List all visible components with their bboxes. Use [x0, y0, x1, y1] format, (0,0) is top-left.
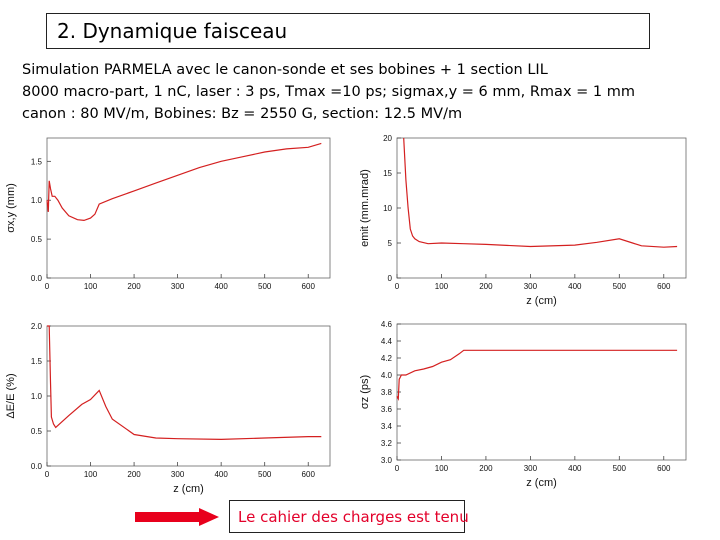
series-line	[47, 143, 321, 220]
description-line-3: canon : 80 MV/m, Bobines: Bz = 2550 G, section: 12.5 MV/m	[22, 106, 463, 122]
x-tick-label: 200	[127, 470, 141, 479]
plot-frame	[397, 138, 686, 278]
x-tick-label: 600	[657, 282, 671, 291]
x-tick-label: 600	[657, 464, 671, 473]
series-line	[397, 350, 677, 399]
y-tick-label: 15	[383, 169, 392, 178]
slide-title: 2. Dynamique faisceau	[57, 19, 288, 43]
y-tick-label: 5	[387, 239, 392, 248]
y-tick-label: 4.4	[380, 337, 392, 346]
y-tick-label: 0.0	[30, 274, 42, 283]
x-tick-label: 400	[568, 282, 582, 291]
plot-frame	[47, 138, 330, 278]
x-axis-label: z (cm)	[526, 295, 557, 307]
y-tick-label: 4.2	[380, 354, 392, 363]
x-tick-label: 600	[301, 282, 315, 291]
x-tick-label: 400	[214, 282, 228, 291]
description-line-1: Simulation PARMELA avec le canon-sonde et ses bobines + 1 section LIL	[22, 62, 548, 78]
y-tick-label: 4.6	[380, 320, 392, 329]
y-tick-label: 0.5	[30, 427, 42, 436]
y-axis-label: σz (ps)	[359, 374, 371, 410]
x-tick-label: 300	[170, 282, 185, 291]
x-tick-label: 100	[83, 282, 98, 291]
y-tick-label: 10	[383, 204, 392, 213]
y-tick-label: 3.0	[380, 456, 392, 465]
x-axis-label: z (cm)	[526, 477, 557, 489]
y-tick-label: 20	[383, 134, 392, 143]
x-tick-label: 200	[479, 464, 493, 473]
x-tick-label: 200	[479, 282, 493, 291]
conclusion-box	[229, 500, 469, 533]
plot-frame	[47, 326, 330, 466]
x-tick-label: 0	[44, 282, 50, 291]
y-tick-label: 0.0	[30, 462, 42, 471]
y-axis-label: emit (mm.mrad)	[359, 169, 371, 247]
chart-4	[359, 320, 686, 489]
y-axis-label: σx,y (mm)	[5, 183, 17, 233]
x-tick-label: 100	[83, 470, 98, 479]
x-tick-label: 300	[523, 464, 538, 473]
series-line	[404, 138, 677, 247]
y-tick-label: 1.0	[30, 392, 42, 401]
y-tick-label: 3.2	[380, 439, 392, 448]
x-tick-label: 200	[127, 282, 141, 291]
x-tick-label: 0	[394, 282, 400, 291]
x-tick-label: 500	[258, 470, 272, 479]
y-tick-label: 3.8	[380, 388, 392, 397]
series-line	[47, 326, 321, 439]
x-tick-label: 300	[523, 282, 538, 291]
plot-frame	[397, 324, 686, 460]
x-tick-label: 400	[214, 470, 228, 479]
y-tick-label: 2.0	[30, 322, 42, 331]
y-tick-label: 1.0	[30, 196, 42, 206]
conclusion-text: Le cahier des charges est tenu	[238, 508, 469, 526]
right-arrow-icon	[135, 508, 221, 526]
chart-3	[5, 322, 330, 495]
description-line-2: 8000 macro-part, 1 nC, laser : 3 ps, Tmax =10 ps; sigmax,y = 6 mm, Rmax = 1 mm	[22, 84, 635, 100]
x-tick-label: 0	[394, 464, 400, 473]
arrow-shaft	[135, 512, 201, 522]
x-tick-label: 500	[612, 464, 626, 473]
y-tick-label: 4.0	[380, 371, 392, 380]
y-axis-label: ΔE/E (%)	[5, 373, 17, 419]
x-tick-label: 100	[434, 464, 449, 473]
y-tick-label: 1.5	[30, 357, 42, 366]
x-tick-label: 500	[612, 282, 626, 291]
y-tick-label: 3.4	[380, 422, 392, 431]
x-tick-label: 600	[301, 470, 315, 479]
y-tick-label: 3.6	[380, 405, 392, 414]
chart-2	[359, 134, 686, 307]
x-tick-label: 500	[258, 282, 272, 291]
arrow-head	[199, 508, 219, 526]
x-tick-label: 400	[568, 464, 582, 473]
x-tick-label: 100	[434, 282, 449, 291]
chart-1	[5, 138, 330, 291]
y-tick-label: 0	[387, 274, 392, 283]
y-tick-label: 1.5	[30, 157, 42, 167]
x-tick-label: 0	[44, 470, 50, 479]
y-tick-label: 0.5	[30, 235, 42, 245]
x-axis-label: z (cm)	[173, 483, 204, 495]
x-tick-label: 300	[170, 470, 185, 479]
